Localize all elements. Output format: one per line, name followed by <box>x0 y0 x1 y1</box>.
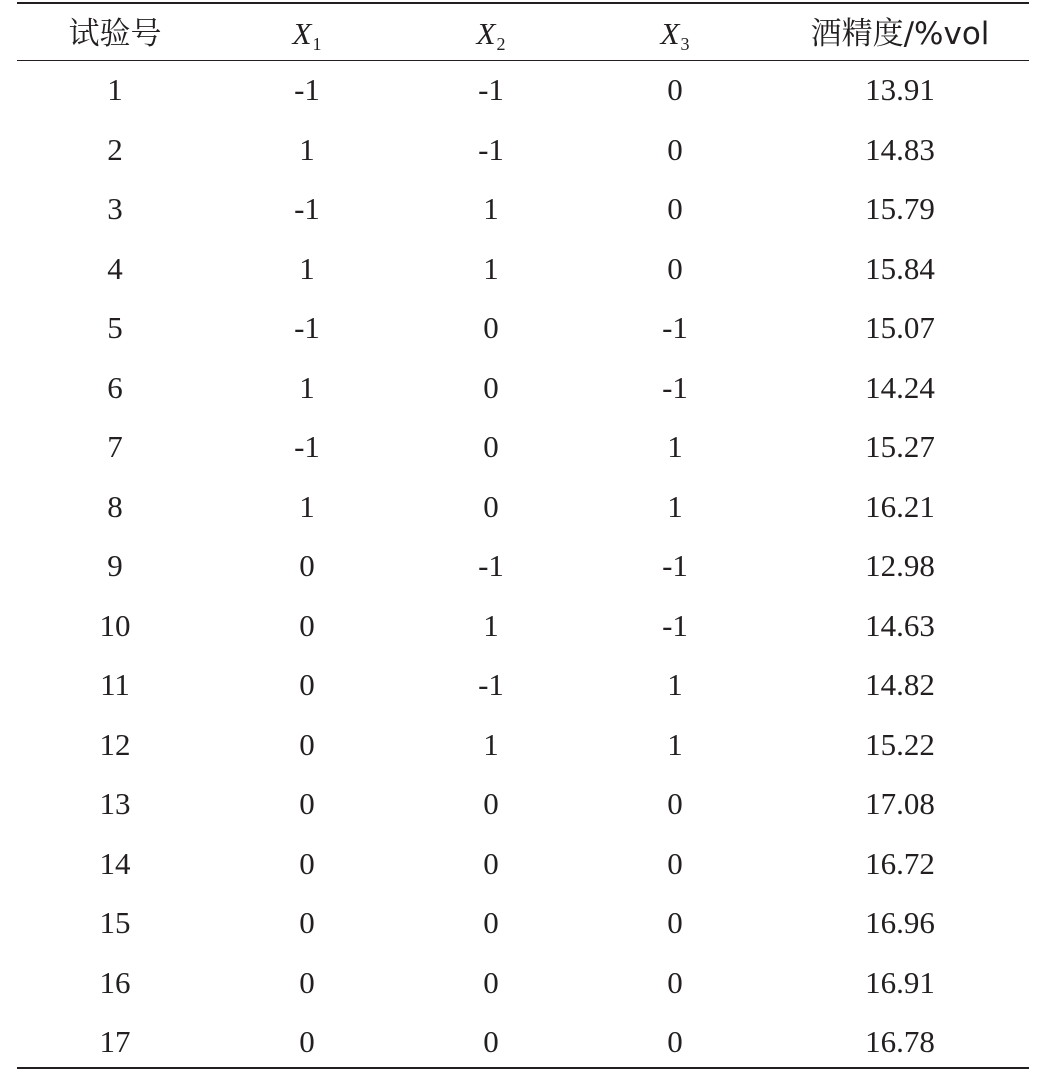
cell-x1: 0 <box>299 1024 315 1059</box>
cell-alcohol: 15.79 <box>865 191 935 226</box>
table-row <box>17 656 1029 714</box>
cell-alcohol: 17.08 <box>865 786 935 821</box>
cell-trial: 14 <box>99 845 131 881</box>
table-row <box>17 359 1029 417</box>
cell-x1: 0 <box>299 964 315 1000</box>
cell-alcohol: 16.91 <box>865 964 935 1000</box>
table-row <box>17 1013 1029 1071</box>
table-row <box>17 180 1029 238</box>
cell-x1: 1 <box>299 369 315 405</box>
cell-x2: 1 <box>483 726 499 762</box>
table-row <box>17 299 1029 357</box>
table-row <box>17 597 1029 655</box>
cell-x1: 0 <box>299 548 315 583</box>
cell-trial: 4 <box>107 250 123 286</box>
cell-alcohol: 14.82 <box>865 667 935 702</box>
cell-x2: 0 <box>483 845 499 881</box>
cell-trial: 16 <box>99 964 131 1000</box>
cell-alcohol: 15.27 <box>865 429 935 464</box>
cell-trial: 1 <box>107 72 123 107</box>
table-row <box>17 478 1029 536</box>
table-row <box>17 121 1029 179</box>
cell-trial: 6 <box>107 369 123 405</box>
cell-x1: 0 <box>299 667 315 702</box>
cell-x2: 0 <box>483 429 499 464</box>
cell-trial: 11 <box>100 667 130 702</box>
cell-x1: 0 <box>299 726 315 762</box>
cell-alcohol: 15.22 <box>865 726 935 762</box>
header-x3-var: X <box>660 16 680 51</box>
cell-trial: 9 <box>107 548 123 583</box>
cell-x2: 0 <box>483 964 499 1000</box>
cell-x2: 1 <box>483 191 499 226</box>
table-row <box>17 240 1029 298</box>
cell-x3: 0 <box>667 1024 683 1059</box>
cell-x1: 0 <box>299 607 315 643</box>
cell-alcohol: 15.07 <box>865 310 935 345</box>
cell-x1: 1 <box>299 250 315 286</box>
header-x3-sub: 3 <box>680 34 690 54</box>
table-row <box>17 894 1029 952</box>
cell-x3: 0 <box>667 845 683 881</box>
cell-trial: 5 <box>107 310 123 345</box>
cell-alcohol: 13.91 <box>865 72 935 107</box>
table-top-rule <box>17 2 1029 4</box>
cell-x3: 1 <box>667 726 683 762</box>
header-trial-no: 试验号 <box>68 16 162 52</box>
header-x2-var: X <box>476 16 496 51</box>
header-x1 <box>247 5 367 63</box>
header-alcohol: 酒精度/%vol <box>810 16 990 52</box>
cell-x2: 0 <box>483 905 499 940</box>
cell-x3: 0 <box>667 905 683 940</box>
table-header-row <box>17 5 1029 63</box>
cell-x3: 0 <box>667 964 683 1000</box>
cell-x3: -1 <box>662 369 688 405</box>
cell-x1: -1 <box>294 310 320 345</box>
cell-x1: -1 <box>294 72 320 107</box>
cell-x2: 0 <box>483 488 499 524</box>
table-bottom-rule <box>17 1067 1029 1069</box>
cell-trial: 2 <box>107 131 123 167</box>
table-row <box>17 835 1029 893</box>
table-row <box>17 775 1029 833</box>
cell-x1: 0 <box>299 786 315 821</box>
header-x3 <box>615 5 735 63</box>
cell-trial: 3 <box>107 191 123 226</box>
cell-x3: 0 <box>667 72 683 107</box>
cell-x3: -1 <box>662 607 688 643</box>
table-row <box>17 537 1029 595</box>
cell-x1: 0 <box>299 845 315 881</box>
header-x2-sub: 2 <box>496 34 506 54</box>
cell-x3: 0 <box>667 191 683 226</box>
header-x1-var: X <box>292 16 312 51</box>
cell-x3: 0 <box>667 250 683 286</box>
cell-trial: 17 <box>99 1024 131 1059</box>
cell-x1: 1 <box>299 131 315 167</box>
cell-trial: 10 <box>99 607 131 643</box>
cell-alcohol: 14.83 <box>865 131 935 167</box>
cell-x1: -1 <box>294 191 320 226</box>
cell-x2: -1 <box>478 548 504 583</box>
cell-alcohol: 16.96 <box>865 905 935 940</box>
cell-x2: 0 <box>483 369 499 405</box>
cell-x2: 1 <box>483 250 499 286</box>
cell-trial: 8 <box>107 488 123 524</box>
cell-x1: -1 <box>294 429 320 464</box>
cell-alcohol: 12.98 <box>865 548 935 583</box>
cell-alcohol: 15.84 <box>865 250 935 286</box>
cell-x3: 1 <box>667 667 683 702</box>
cell-x3: -1 <box>662 310 688 345</box>
cell-trial: 7 <box>107 429 123 464</box>
table-row <box>17 954 1029 1012</box>
cell-alcohol: 16.78 <box>865 1024 935 1059</box>
cell-x2: 0 <box>483 310 499 345</box>
cell-x1: 0 <box>299 905 315 940</box>
cell-trial: 13 <box>99 786 131 821</box>
cell-x2: -1 <box>478 72 504 107</box>
header-x1-sub: 1 <box>312 34 322 54</box>
cell-alcohol: 16.21 <box>865 488 935 524</box>
table-row <box>17 716 1029 774</box>
cell-x3: 0 <box>667 786 683 821</box>
cell-x3: -1 <box>662 548 688 583</box>
cell-x2: 1 <box>483 607 499 643</box>
cell-x2: -1 <box>478 131 504 167</box>
cell-trial: 15 <box>99 905 131 940</box>
cell-alcohol: 14.63 <box>865 607 935 643</box>
header-x2 <box>431 5 551 63</box>
cell-trial: 12 <box>99 726 131 762</box>
cell-x3: 1 <box>667 429 683 464</box>
cell-x1: 1 <box>299 488 315 524</box>
cell-alcohol: 16.72 <box>865 845 935 881</box>
cell-x3: 1 <box>667 488 683 524</box>
cell-x2: 0 <box>483 786 499 821</box>
table-row <box>17 61 1029 119</box>
table-row <box>17 418 1029 476</box>
cell-alcohol: 14.24 <box>865 369 935 405</box>
cell-x2: -1 <box>478 667 504 702</box>
cell-x3: 0 <box>667 131 683 167</box>
cell-x2: 0 <box>483 1024 499 1059</box>
